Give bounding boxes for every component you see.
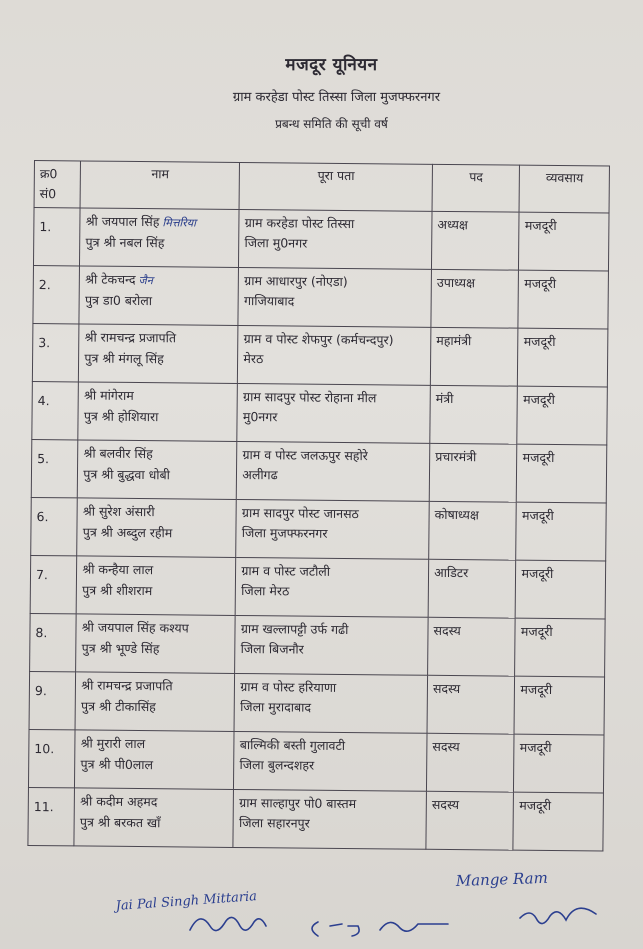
signature-scribble-2 <box>380 922 448 931</box>
member-post: सदस्य <box>427 733 515 792</box>
member-address: ग्राम व पोस्ट जलऊपुर सहोरे अलीगढ <box>237 441 430 501</box>
member-name: श्री जयपाल सिंह कश्यप पुत्र श्री भूण्डे सिंह <box>76 614 236 674</box>
table-row <box>31 497 607 561</box>
member-occupation: मजदूरी <box>518 328 608 387</box>
table-row <box>28 729 604 793</box>
member-address: ग्राम खल्लापट्टी उर्फ गढी जिला बिजनौर <box>235 615 428 675</box>
member-name: श्री कन्हैया लाल पुत्र श्री शीशराम <box>76 556 236 616</box>
member-post: सदस्य <box>428 617 516 676</box>
member-occupation: मजदूरी <box>514 734 604 793</box>
member-post: प्रचारमंत्री <box>429 443 517 502</box>
member-name: श्री सुरेश अंसारी पुत्र श्री अब्दुल रहीम <box>77 498 237 558</box>
serial-number: 4. <box>32 381 79 439</box>
handwritten-surname: मित्तरिया <box>162 216 197 230</box>
member-occupation: मजदूरी <box>516 502 606 561</box>
member-address: ग्राम आधारपुर (नोएडा) गाजियाबाद <box>238 267 431 327</box>
serial-number: 2. <box>33 265 80 323</box>
signature-scribble-3 <box>520 908 596 923</box>
member-address: ग्राम व पोस्ट हरियाणा जिला मुरादाबाद <box>234 673 427 733</box>
member-name: श्री कदीम अहमद पुत्र श्री बरकत खाँ <box>74 788 234 848</box>
document-title: मजदूर यूनियन <box>285 55 378 75</box>
handwritten-signatures <box>0 860 643 949</box>
serial-number: 7. <box>30 555 77 613</box>
serial-number: 3. <box>32 323 79 381</box>
document-header <box>0 52 643 132</box>
serial-number: 11. <box>28 787 75 845</box>
member-post: अध्यक्ष <box>432 211 520 270</box>
serial-number: 1. <box>33 208 80 266</box>
column-header-serial: क्र0 सं0 <box>34 161 81 208</box>
signature-strokes <box>330 924 359 936</box>
serial-number: 6. <box>31 497 78 555</box>
member-post: आडिटर <box>428 559 516 618</box>
member-occupation: मजदूरी <box>516 560 606 619</box>
member-post: सदस्य <box>427 675 515 734</box>
member-address: ग्राम सादपुर पोस्ट जानसठ जिला मुजफ्फरनगर <box>236 499 429 559</box>
member-address: ग्राम करहेडा पोस्ट तिस्सा जिला मु0नगर <box>239 209 432 269</box>
member-occupation: मजदूरी <box>515 618 605 677</box>
member-occupation: मजदूरी <box>517 386 607 445</box>
serial-number: 10. <box>28 729 75 787</box>
document-caption: प्रबन्ध समिति की सूची वर्ष <box>275 117 388 131</box>
serial-number: 5. <box>31 439 78 497</box>
member-address: बाल्मिकी बस्ती गुलावटी जिला बुलन्दशहर <box>234 731 427 791</box>
member-name: श्री रामचन्द्र प्रजापति पुत्र श्री मंगलू सिंह <box>79 324 239 384</box>
member-post: मंत्री <box>430 385 518 444</box>
table-body <box>28 208 609 851</box>
member-post: सदस्य <box>426 791 514 850</box>
signature-mangeram: Mange Ram <box>455 868 549 890</box>
member-name: श्री मांगेराम पुत्र श्री होशियारा <box>78 382 238 442</box>
document-subtitle: ग्राम करहेडा पोस्ट तिस्सा जिला मुजफ्फरनगर <box>232 90 441 105</box>
table-header-row <box>34 161 609 214</box>
member-address: ग्राम व पोस्ट शेफपुर (कर्मचन्दपुर) मेरठ <box>238 325 431 385</box>
handwritten-surname: जैन <box>138 274 153 288</box>
member-occupation: मजदूरी <box>518 270 608 329</box>
table-row <box>30 613 606 677</box>
column-header-address: पूरा पता <box>239 162 432 211</box>
table-row <box>28 787 604 851</box>
member-address: ग्राम व पोस्ट जटौली जिला मेरठ <box>235 557 428 617</box>
serial-number: 8. <box>30 613 77 671</box>
table-row <box>33 208 609 272</box>
signature-bracket-left <box>312 922 318 936</box>
member-post: उपाध्यक्ष <box>431 269 519 328</box>
member-name: श्री मुरारी लाल पुत्र श्री पी0लाल <box>75 730 235 790</box>
member-address: ग्राम सादपुर पोस्ट रोहाना मील मु0नगर <box>237 383 430 443</box>
member-post: कोषाध्यक्ष <box>429 501 517 560</box>
table-row <box>31 439 607 503</box>
member-name: श्री रामचन्द्र प्रजापति पुत्र श्री टीकासिंह <box>75 672 235 732</box>
signatures-area <box>0 860 643 949</box>
member-name: श्री बलवीर सिंह पुत्र श्री बुद्धवा धोबी <box>78 440 238 500</box>
signature-jaipal: Jai Pal Singh Mittaria <box>115 889 258 914</box>
member-occupation: मजदूरी <box>513 792 603 851</box>
column-header-post: पद <box>432 164 520 212</box>
table-row <box>33 265 609 329</box>
table-row <box>32 381 608 445</box>
serial-number: 9. <box>29 671 76 729</box>
committee-members-table <box>27 160 610 851</box>
member-occupation: मजदूरी <box>514 676 604 735</box>
member-occupation: मजदूरी <box>517 444 607 503</box>
table-row <box>30 555 606 619</box>
table-row <box>29 671 605 735</box>
column-header-name: नाम <box>80 161 239 210</box>
table-row <box>32 323 608 387</box>
member-address: ग्राम साल्हापुर पो0 बास्तम जिला सहारनपुर <box>233 789 426 849</box>
member-occupation: मजदूरी <box>519 212 609 271</box>
member-name: श्री जयपाल सिंह मित्तरिया पुत्र श्री नबल सिंह <box>80 208 240 268</box>
member-name: श्री टेकचन्द जैन पुत्र डा0 बरोला <box>79 266 239 326</box>
signature-scribble-1 <box>190 917 266 930</box>
column-header-occupation: व्यवसाय <box>519 165 609 213</box>
member-post: महामंत्री <box>430 327 518 386</box>
